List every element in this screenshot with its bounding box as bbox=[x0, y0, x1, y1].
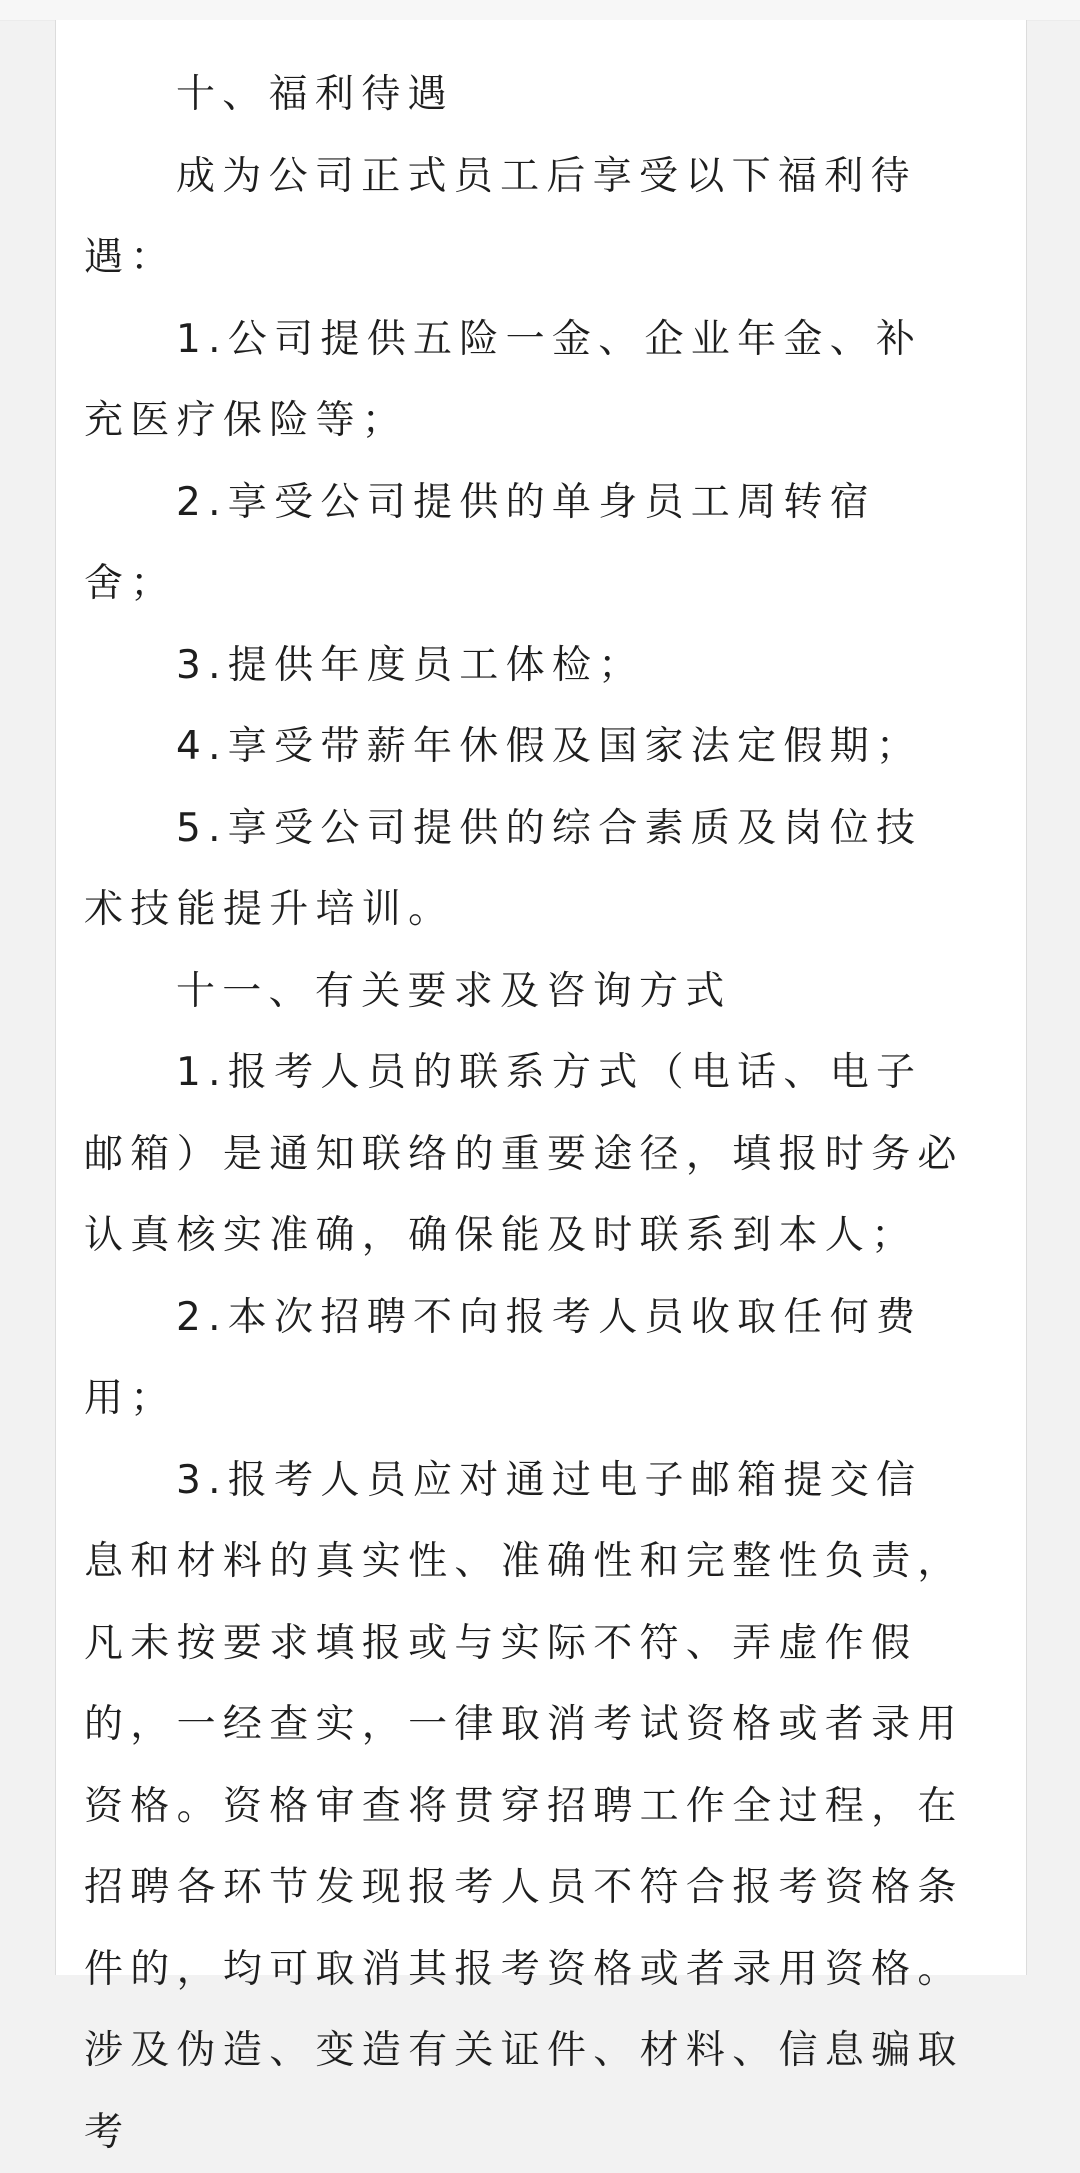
benefit-item-1: 1.公司提供五险一金、企业年金、补充医疗保险等； bbox=[84, 299, 964, 462]
section-heading-requirements: 十一、有关要求及咨询方式 bbox=[84, 951, 964, 1033]
requirement-item-2: 2.本次招聘不向报考人员收取任何费用； bbox=[84, 1277, 964, 1440]
benefit-item-5: 5.享受公司提供的综合素质及岗位技术技能提升培训。 bbox=[84, 788, 964, 951]
benefits-intro: 成为公司正式员工后享受以下福利待遇： bbox=[84, 136, 964, 299]
document-page bbox=[55, 20, 1027, 1975]
benefit-item-3: 3.提供年度员工体检； bbox=[84, 625, 964, 707]
requirement-item-3: 3.报考人员应对通过电子邮箱提交信息和材料的真实性、准确性和完整性负责，凡未按要求填报或与实际不符、弄虚作假的，一经查实，一律取消考试资格或者录用资格。资格审查将贯穿招聘工作全过程，在招聘各环节发现报考人员不符合报考资格条件的，均可取消其报考资格或者录用资格。涉及伪造、变造有关证件、材料、信息骗取考 bbox=[84, 1440, 964, 2173]
requirement-item-1: 1.报考人员的联系方式（电话、电子邮箱）是通知联络的重要途径，填报时务必认真核实准确，确保能及时联系到本人； bbox=[84, 1032, 964, 1277]
top-bar bbox=[0, 0, 1080, 21]
document-body bbox=[84, 54, 964, 2173]
benefit-item-4: 4.享受带薪年休假及国家法定假期； bbox=[84, 706, 964, 788]
section-heading-benefits: 十、福利待遇 bbox=[84, 54, 964, 136]
benefit-item-2: 2.享受公司提供的单身员工周转宿舍； bbox=[84, 462, 964, 625]
